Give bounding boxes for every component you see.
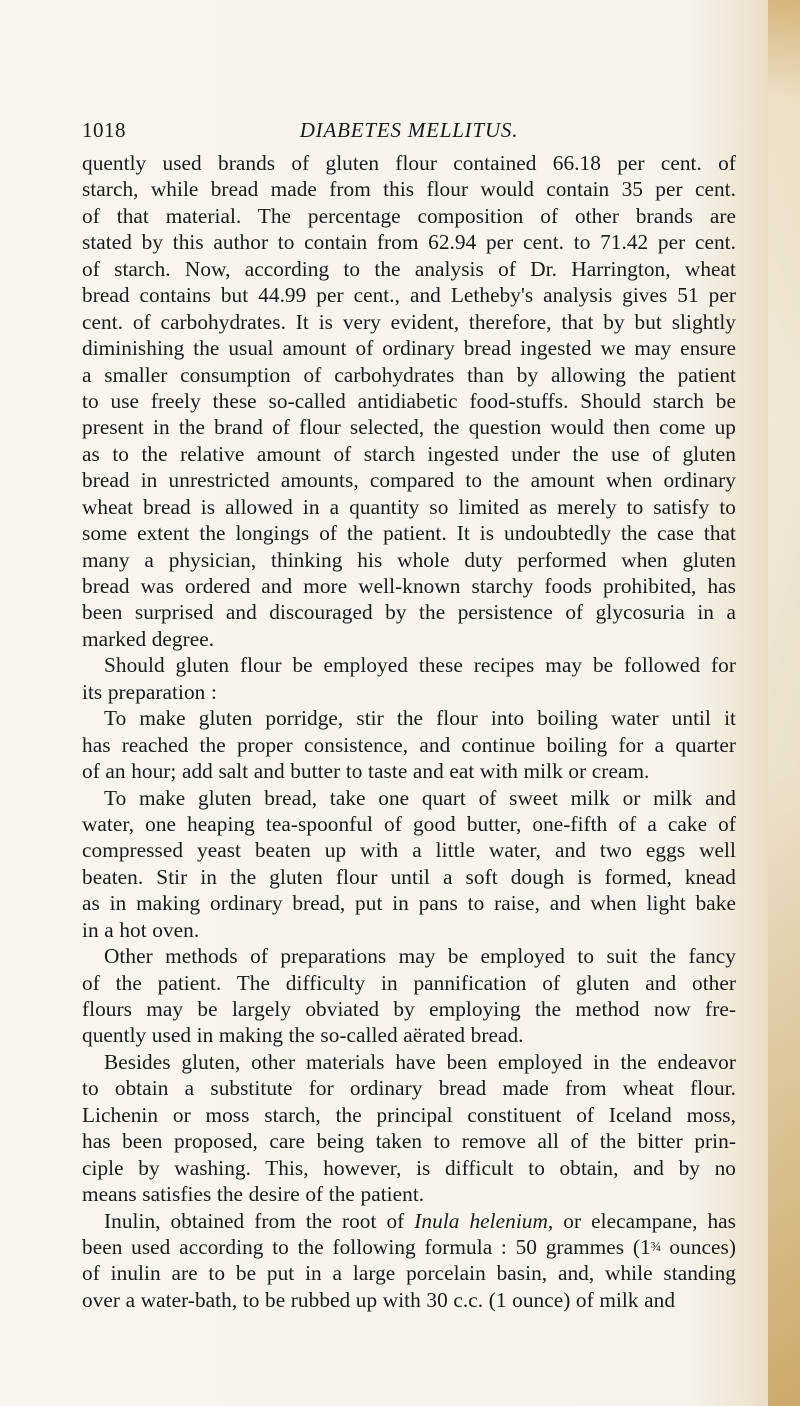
- text-line: of the patient. The difficulty in pannification of gluten and other: [82, 970, 736, 995]
- text-line: as to the relative amount of starch ingested under the use of gluten: [82, 441, 736, 466]
- text-line: of inulin are to be put in a large porcelain basin, and, while standing: [82, 1261, 736, 1286]
- inulin-species-name: Inula helenium,: [414, 1208, 554, 1233]
- inulin-text-after: or elecampane, has: [563, 1208, 737, 1233]
- text-line: some extent the longings of the patient. It is undoubtedly the case that: [82, 521, 736, 546]
- text-line: compressed yeast beaten up with a little water, and two eggs well: [82, 838, 736, 863]
- text-line: as in making ordinary bread, put in pans to raise, and when light bake: [82, 891, 736, 916]
- text-line: To make gluten bread, take one quart of sweet milk or milk and: [104, 785, 736, 810]
- text-line: has reached the proper consistence, and continue boiling for a quarter: [82, 732, 736, 757]
- text-line: many a physician, thinking his whole duty performed when gluten: [82, 547, 736, 572]
- text-line: wheat bread is allowed in a quantity so limited as merely to satisfy to: [82, 494, 736, 519]
- text-line: stated by this author to contain from 62.94 per cent. to 71.42 per cent.: [82, 230, 736, 255]
- text-line: To make gluten porridge, stir the flour into boiling water until it: [104, 706, 736, 731]
- page-edge-shading: [768, 0, 800, 1406]
- text-line: means satisfies the desire of the patient.: [82, 1182, 425, 1207]
- text-line: Besides gluten, other materials have been employed in the endeavor: [104, 1049, 736, 1074]
- text-line: of an hour; add salt and butter to taste and eat with milk or cream.: [82, 759, 650, 784]
- running-title: DIABETES MELLITUS.: [299, 118, 519, 142]
- text-line: Lichenin or moss starch, the principal constituent of Iceland moss,: [82, 1102, 736, 1127]
- text-line: bread contains but 44.99 per cent., and Letheby's analysis gives 51 per: [82, 283, 736, 308]
- page-number: 1018: [82, 118, 126, 142]
- text-line-formula: [82, 1234, 736, 1260]
- text-line: of starch. Now, according to the analysis of Dr. Harrington, wheat: [82, 256, 736, 281]
- text-line: of that material. The percentage composition of other brands are: [82, 203, 736, 228]
- inulin-text-before: Inulin, obtained from the root of: [104, 1208, 405, 1233]
- text-line: Other methods of preparations may be employed to suit the fancy: [104, 944, 736, 969]
- ounce-fraction: ¾: [650, 1239, 661, 1255]
- text-line: to use freely these so-called antidiabetic food-stuffs. Should starch be: [82, 388, 736, 413]
- text-line-inulin: [82, 1208, 736, 1234]
- text-line: flours may be largely obviated by employing the method now fre-: [82, 997, 736, 1021]
- body-text: [82, 150, 736, 1313]
- text-line: Should gluten flour be employed these recipes may be followed for: [104, 653, 736, 678]
- text-line: has been proposed, care being taken to remove all of the bitter prin-: [82, 1129, 736, 1154]
- text-line: bread in unrestricted amounts, compared to the amount when ordinary: [82, 468, 736, 493]
- formula-text-end: ounces): [660, 1234, 736, 1259]
- text-line: bread was ordered and more well-known starchy foods prohibited, has: [82, 574, 736, 598]
- text-line: its preparation :: [82, 679, 217, 704]
- text-line: marked degree.: [82, 626, 215, 651]
- text-line: water, one heaping tea-spoonful of good butter, one-fifth of a cake of: [82, 811, 736, 836]
- page-header: [82, 118, 736, 148]
- text-line: to obtain a substitute for ordinary bread made from wheat flour.: [82, 1076, 736, 1101]
- text-line: present in the brand of flour selected, the question would then come up: [82, 415, 736, 440]
- text-line: starch, while bread made from this flour would contain 35 per cent.: [82, 177, 736, 202]
- text-line: in a hot oven.: [82, 917, 200, 942]
- text-line: cent. of carbohydrates. It is very evident, therefore, that by but slightly: [82, 309, 736, 334]
- text-line: a smaller consumption of carbohydrates than by allowing the patient: [82, 362, 736, 387]
- text-line: beaten. Stir in the gluten flour until a soft dough is formed, knead: [82, 864, 736, 889]
- text-line: quently used in making the so-called aërated bread.: [82, 1023, 524, 1048]
- text-line: diminishing the usual amount of ordinary bread ingested we may ensure: [82, 336, 736, 361]
- text-line: over a water-bath, to be rubbed up with 30 c.c. (1 ounce) of milk and: [82, 1287, 676, 1312]
- text-line: quently used brands of gluten flour contained 66.18 per cent. of: [82, 151, 736, 175]
- text-line: ciple by washing. This, however, is difficult to obtain, and by no: [82, 1155, 736, 1180]
- text-line: been surprised and discouraged by the persistence of glycosuria in a: [82, 600, 736, 625]
- formula-text: been used according to the following formula : 50 grammes (1: [82, 1234, 651, 1259]
